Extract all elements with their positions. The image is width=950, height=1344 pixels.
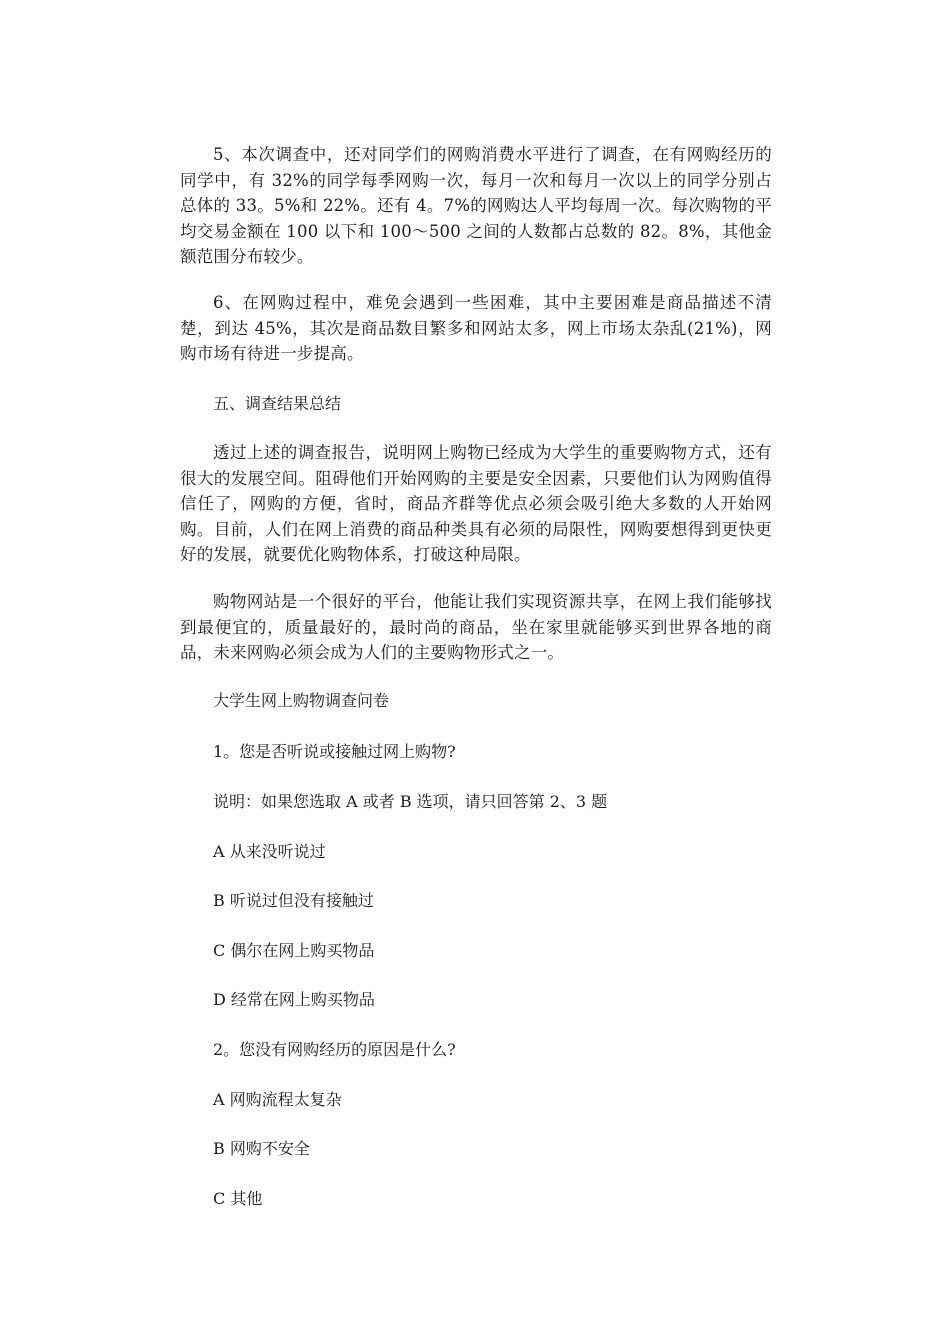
questionnaire-title: 大学生网上购物调查问卷 (213, 691, 390, 710)
paragraph-item-5: 5、本次调查中，还对同学们的网购消费水平进行了调查，在有网购经历的同学中，有 32%的同学每季网购一次，每月一次和每月一次以上的同学分别占总体的 33。5%和 22%。还有 4。7%的网购达人平均每周一次。每次购物的平均交易金额在 100 以下和 100～500 之间的人数都占总数的 82。8%，其他金额范围分布较少。 (180, 145, 772, 266)
summary-paragraph-2: 购物网站是一个很好的平台，他能让我们实现资源共享，在网上我们能够找到最便宜的，质量最好的，最时尚的商品，坐在家里就能够买到世界各地的商品，未来网购必须会成为人们的主要购物形式之一。 (180, 592, 772, 662)
question-1-option-d: D 经常在网上购买物品 (213, 990, 375, 1009)
question-1: 1。您是否听说或接触过网上购物? (213, 742, 456, 761)
question-2-option-c: C 其他 (213, 1189, 263, 1208)
question-1-option-a: A 从来没听说过 (213, 842, 326, 861)
summary-paragraph-1: 透过上述的调查报告，说明网上购物已经成为大学生的重要购物方式，还有很大的发展空间。阻碍他们开始网购的主要是安全因素，只要他们认为网购值得信任了，网购的方便，省时，商品齐群等优点必须会吸引绝大多数的人开始网购。目前，人们在网上消费的商品种类具有必须的局限性，网购要想得到更快更好的发展，就要优化购物体系，打破这种局限。 (180, 443, 772, 564)
question-1-option-c: C 偶尔在网上购买物品 (213, 941, 375, 960)
section-heading-summary: 五、调查结果总结 (213, 394, 342, 413)
question-2-option-a: A 网购流程太复杂 (213, 1090, 342, 1109)
question-2: 2。您没有网购经历的原因是什么? (213, 1040, 456, 1059)
paragraph-item-6: 6、在网购过程中，难免会遇到一些困难，其中主要困难是商品描述不清楚，到达 45%，其次是商品数目繁多和网站太多，网上市场太杂乱(21%)，网购市场有待进一步提高。 (180, 293, 772, 363)
question-1-note: 说明：如果您选取 A 或者 B 选项，请只回答第 2、3 题 (213, 792, 608, 811)
question-2-option-b: B 网购不安全 (213, 1139, 310, 1158)
question-1-option-b: B 听说过但没有接触过 (213, 891, 374, 910)
